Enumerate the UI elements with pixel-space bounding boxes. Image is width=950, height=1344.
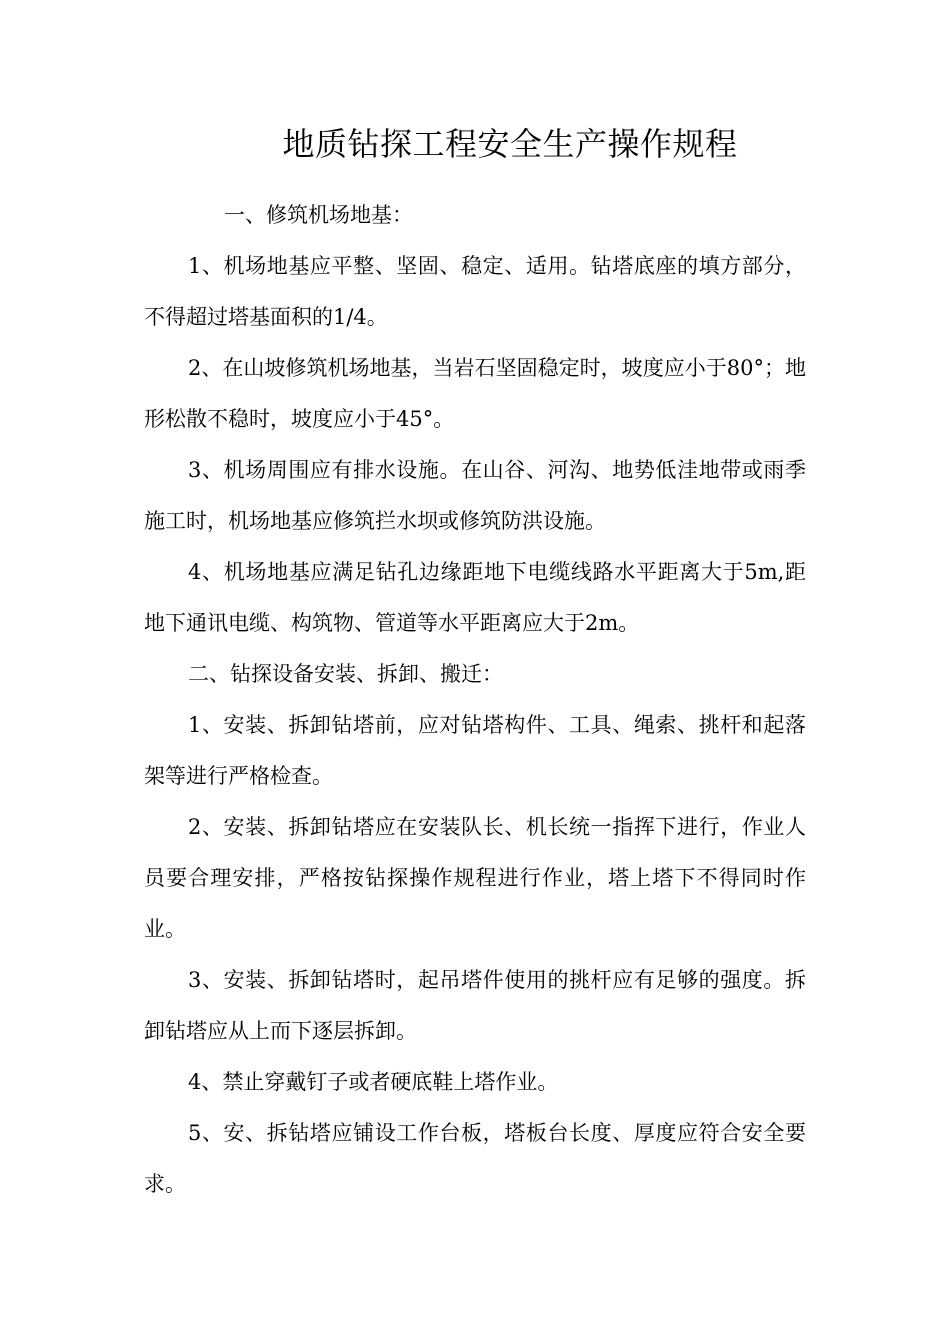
paragraph: 2、在山坡修筑机场地基，当岩石坚固稳定时，坡度应小于80°；地形松散不稳时，坡度应小于45°。	[144, 356, 806, 431]
paragraph: 2、安装、拆卸钻塔应在安装队长、机长统一指挥下进行，作业人员要合理安排，严格按钻探操作规程进行作业，塔上塔下不得同时作业。	[144, 815, 806, 941]
paragraph: 1、机场地基应平整、坚固、稳定、适用。钻塔底座的填方部分，不得超过塔基面积的1/4。	[144, 254, 806, 329]
section-heading-1: 一、修筑机场地基：	[224, 203, 413, 227]
paragraph: 4、禁止穿戴钉子或者硬底鞋上塔作业。	[188, 1070, 559, 1094]
paragraph: 4、机场地基应满足钻孔边缘距地下电缆线路水平距离大于5m,距地下通讯电缆、构筑物、管道等水平距离应大于2m。	[144, 560, 806, 635]
paragraph: 5、安、拆钻塔应铺设工作台板，塔板台长度、厚度应符合安全要求。	[144, 1121, 806, 1196]
section-heading-2: 二、钻探设备安装、拆卸、搬迁：	[188, 662, 503, 686]
document-title: 地质钻探工程安全生产操作规程	[282, 125, 738, 163]
document-body	[144, 190, 806, 1210]
paragraph: 1、安装、拆卸钻塔前，应对钻塔构件、工具、绳索、挑杆和起落架等进行严格检查。	[144, 713, 806, 788]
paragraph: 3、安装、拆卸钻塔时，起吊塔件使用的挑杆应有足够的强度。拆卸钻塔应从上而下逐层拆卸。	[144, 968, 806, 1043]
paragraph: 3、机场周围应有排水设施。在山谷、河沟、地势低洼地带或雨季施工时，机场地基应修筑拦水坝或修筑防洪设施。	[144, 458, 806, 533]
